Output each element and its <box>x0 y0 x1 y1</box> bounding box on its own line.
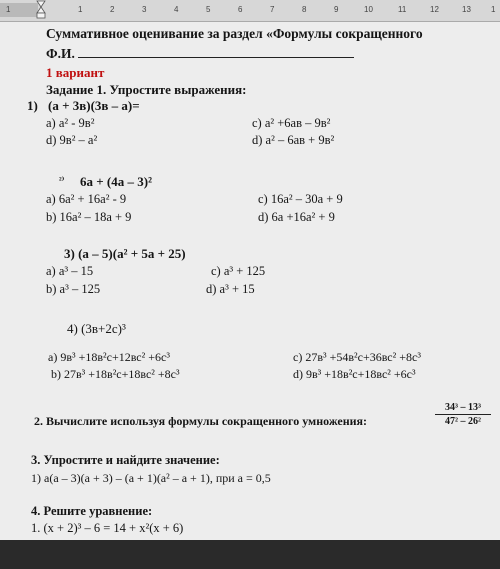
q4-option-b: b) 27в³ +18в²с+18вс² +8с³ <box>51 367 180 381</box>
q2-option-b: b) 16а² – 18а + 9 <box>46 210 132 224</box>
q2-option-d: d) 6а +16а² + 9 <box>258 210 335 224</box>
q2-number: ²⁾ <box>59 175 65 185</box>
fraction-denominator: 47² – 26² <box>445 416 481 427</box>
dark-footer-area <box>0 540 500 569</box>
task2-text: 2. Вычислите используя формулы сокращенного умножения: <box>34 414 368 428</box>
indent-marker-icon[interactable] <box>36 0 46 20</box>
ruler-number: 6 <box>238 5 243 14</box>
ruler-number: 4 <box>174 5 179 14</box>
q1-expression: (а + 3в)(3в – а)= <box>48 98 140 113</box>
ruler-number: 9 <box>334 5 339 14</box>
q1-option-d: d) 9в² – а² <box>46 133 98 147</box>
task1-heading: Задание 1. Упростите выражения: <box>46 82 247 97</box>
q4-option-c: с) 27в³ +54в²с+36вс² +8с³ <box>293 350 421 364</box>
ruler-number: 5 <box>206 5 211 14</box>
ruler-number: 3 <box>142 5 147 14</box>
q4-expression: 4) (3в+2с)³ <box>67 321 126 336</box>
ruler-number: 1 <box>6 5 11 14</box>
ruler-number: 8 <box>302 5 307 14</box>
doc-title: Суммативное оценивание за раздел «Формулы сокращенного <box>46 26 423 41</box>
variant-label: 1 вариант <box>46 65 105 80</box>
ruler-number: 1 <box>491 5 496 14</box>
q1-option-d2: d) а² – 6ав + 9в² <box>252 133 335 147</box>
ruler-number: 7 <box>270 5 275 14</box>
q1-option-c: с) а² +6ав – 9в² <box>252 116 331 130</box>
fio-label: Ф.И. <box>46 46 75 61</box>
task4-heading: 4. Решите уравнение: <box>31 504 153 518</box>
q4-option-a: а) 9в³ +18в²с+12вс² +6с³ <box>48 350 170 364</box>
q3-option-b: b) а³ – 125 <box>46 282 101 296</box>
q2-expression: 6а + (4а – 3)² <box>80 174 152 189</box>
ruler-number: 11 <box>398 5 407 14</box>
ruler <box>0 0 500 22</box>
q3-option-c: с) а³ + 125 <box>211 264 266 278</box>
ruler-number: 13 <box>462 5 471 14</box>
q3-option-a: а) а³ – 15 <box>46 264 94 278</box>
task3-expression: 1) а(а – 3)(а + 3) – (а + 1)(а² – а + 1), при а = 0,5 <box>31 471 271 485</box>
task2-fraction <box>435 402 491 427</box>
q2-option-c: с) 16а² – 30а + 9 <box>258 192 343 206</box>
q4-option-d: d) 9в³ +18в²с+18вс² +6с³ <box>293 367 416 381</box>
ruler-number: 12 <box>430 5 439 14</box>
fraction-numerator: 34³ – 13³ <box>435 402 491 415</box>
ruler-number: 10 <box>364 5 373 14</box>
task3-heading: 3. Упростите и найдите значение: <box>31 453 220 467</box>
q3-option-d: d) а³ + 15 <box>206 282 255 296</box>
fio-blank <box>78 46 354 58</box>
ruler-number: 2 <box>110 5 115 14</box>
ruler-number: 1 <box>78 5 83 14</box>
q2-option-a: а) 6а² + 16а² - 9 <box>46 192 127 206</box>
document-page[interactable] <box>0 22 500 540</box>
q3-expression: 3) (а – 5)(а² + 5а + 25) <box>64 246 186 261</box>
q1-option-a: а) а² - 9в² <box>46 116 95 130</box>
fio-line <box>46 46 354 61</box>
q1-number: 1) <box>27 98 38 113</box>
task4-expression: 1. (x + 2)³ – 6 = 14 + x²(x + 6) <box>31 521 184 535</box>
